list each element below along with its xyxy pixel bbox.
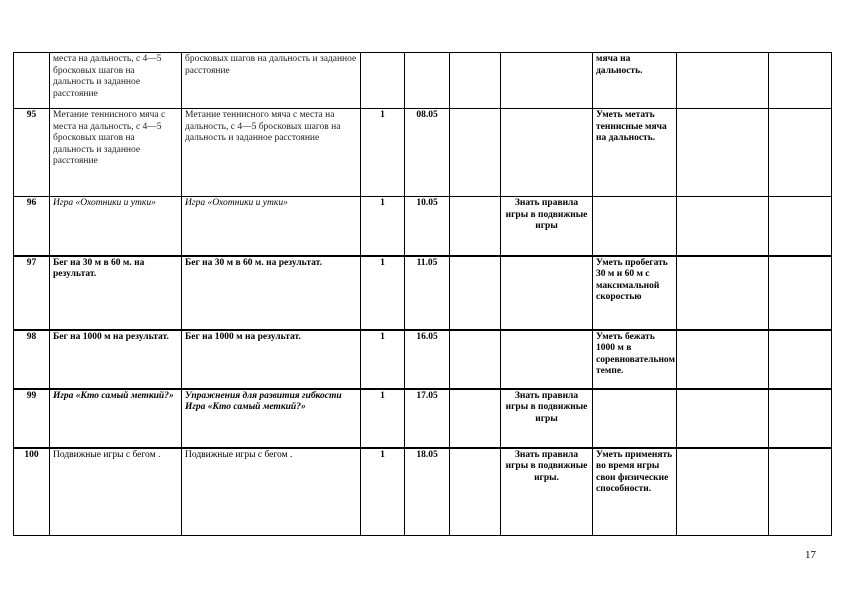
empty-cell — [677, 256, 769, 330]
empty-cell — [769, 53, 832, 109]
empty-cell — [450, 109, 501, 197]
lesson-topic: Игра «Охотники и утки» — [50, 197, 182, 256]
empty-cell — [450, 330, 501, 389]
lesson-topic: Подвижные игры с бегом . — [50, 448, 182, 536]
knowledge-requirement: Знать правила игры в подвижные игры — [501, 197, 593, 256]
empty-cell — [769, 197, 832, 256]
lesson-content: Подвижные игры с бегом . — [182, 448, 361, 536]
lesson-hours: 1 — [361, 389, 405, 448]
lesson-hours: 1 — [361, 109, 405, 197]
lesson-topic: Игра «Кто самый меткий?» — [50, 389, 182, 448]
knowledge-requirement: Знать правила игры в подвижные игры. — [501, 448, 593, 536]
empty-cell — [677, 109, 769, 197]
lesson-number: 100 — [14, 448, 50, 536]
knowledge-requirement — [501, 53, 593, 109]
empty-cell — [769, 256, 832, 330]
empty-cell — [769, 389, 832, 448]
skill-requirement — [593, 197, 677, 256]
lesson-topic: Метание теннисного мяча с места на дальность, с 4—5 бросковых шагов на дальность и заданное расстояние — [50, 109, 182, 197]
lesson-topic: Бег на 30 м в 60 м. на результат. — [50, 256, 182, 330]
table-row — [14, 448, 832, 536]
skill-requirement: Уметь применять во время игры свои физические способности. — [593, 448, 677, 536]
empty-cell — [450, 389, 501, 448]
empty-cell — [450, 448, 501, 536]
lesson-hours: 1 — [361, 256, 405, 330]
table-row — [14, 389, 832, 448]
lesson-hours: 1 — [361, 330, 405, 389]
skill-requirement: Уметь бежать 1000 м в соревновательном темпе. — [593, 330, 677, 389]
table-row — [14, 197, 832, 256]
knowledge-requirement — [501, 256, 593, 330]
empty-cell — [677, 389, 769, 448]
lesson-content: Бег на 1000 м на результат. — [182, 330, 361, 389]
knowledge-requirement — [501, 109, 593, 197]
skill-requirement: Уметь метать теннисные мяча на дальность. — [593, 109, 677, 197]
lesson-number: 98 — [14, 330, 50, 389]
lesson-content: Игра «Охотники и утки» — [182, 197, 361, 256]
empty-cell — [677, 197, 769, 256]
lesson-date: 08.05 — [405, 109, 450, 197]
lesson-topic: Бег на 1000 м на результат. — [50, 330, 182, 389]
empty-cell — [450, 53, 501, 109]
table-row — [14, 109, 832, 197]
lesson-number — [14, 53, 50, 109]
table-row — [14, 256, 832, 330]
lesson-hours — [361, 53, 405, 109]
lesson-date: 10.05 — [405, 197, 450, 256]
skill-requirement — [593, 389, 677, 448]
empty-cell — [677, 330, 769, 389]
lesson-date: 18.05 — [405, 448, 450, 536]
lesson-content: Метание теннисного мяча с места на дальность, с 4—5 бросковых шагов на дальность и заданное расстояние — [182, 109, 361, 197]
lesson-date: 17.05 — [405, 389, 450, 448]
lesson-number: 95 — [14, 109, 50, 197]
lesson-date: 16.05 — [405, 330, 450, 389]
page-number: 17 — [805, 549, 816, 561]
table-row — [14, 330, 832, 389]
knowledge-requirement — [501, 330, 593, 389]
knowledge-requirement: Знать правила игры в подвижные игры — [501, 389, 593, 448]
lesson-date — [405, 53, 450, 109]
empty-cell — [769, 330, 832, 389]
empty-cell — [450, 197, 501, 256]
skill-requirement: Уметь пробегать 30 м и 60 м с максимальной скоростью — [593, 256, 677, 330]
lesson-number: 99 — [14, 389, 50, 448]
lesson-date: 11.05 — [405, 256, 450, 330]
lesson-number: 96 — [14, 197, 50, 256]
skill-requirement: мяча на дальность. — [593, 53, 677, 109]
empty-cell — [769, 109, 832, 197]
empty-cell — [677, 448, 769, 536]
lesson-hours: 1 — [361, 448, 405, 536]
lesson-content: Бег на 30 м в 60 м. на результат. — [182, 256, 361, 330]
lesson-topic: места на дальность, с 4—5 бросковых шагов на дальность и заданное расстояние — [50, 53, 182, 109]
empty-cell — [769, 448, 832, 536]
lesson-content: Упражнения для развития гибкости Игра «Кто самый меткий?» — [182, 389, 361, 448]
lesson-content: бросковых шагов на дальность и заданное расстояние — [182, 53, 361, 109]
lesson-hours: 1 — [361, 197, 405, 256]
lesson-plan-table — [13, 52, 832, 536]
table-row — [14, 53, 832, 109]
lesson-number: 97 — [14, 256, 50, 330]
empty-cell — [677, 53, 769, 109]
empty-cell — [450, 256, 501, 330]
